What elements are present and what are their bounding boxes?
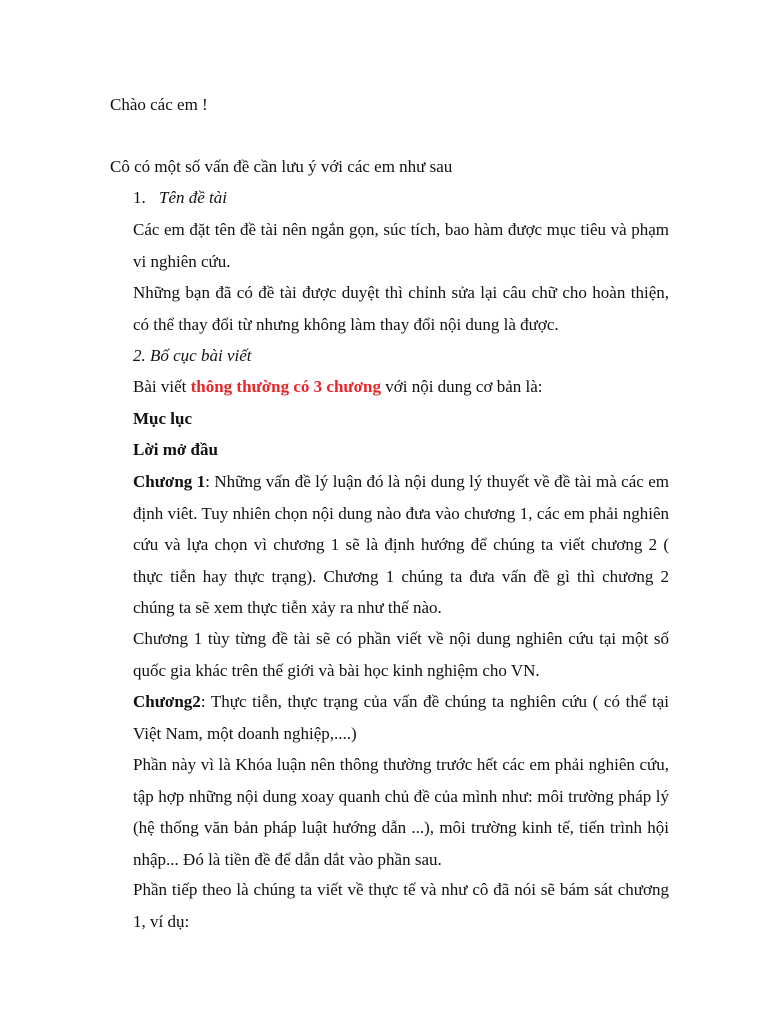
next-part-paragraph: Phần tiếp theo là chúng ta viết về thực tế và như cô đã nói sẽ bám sát chương 1, ví dụ: — [133, 880, 669, 931]
section1-paragraph-2: Những bạn đã có đề tài được duyệt thì chỉnh sửa lại câu chữ cho hoàn thiện, có thể thay đổi từ nhưng không làm thay đổi nội dung là được. — [133, 283, 669, 334]
chapter2-paragraph — [133, 686, 669, 749]
part-note-paragraph: Phần này vì là Khóa luận nên thông thường trước hết các em phải nghiên cứu, tập hợp những nội dung xoay quanh chủ đề của mình như: môi trường pháp lý (hệ thống văn bản pháp luật hướng dẫn ...), môi trường kinh tế, tiến trình hội nhập... Đó là tiền đề để dẫn dắt vào phần sau. — [133, 755, 669, 869]
chapter1-paragraph — [133, 466, 669, 624]
section2-intro — [133, 371, 669, 403]
greeting-line: Chào các em ! — [110, 95, 208, 114]
section2-intro-prefix: Bài viết — [133, 377, 191, 396]
chapter1-label: Chương 1 — [133, 472, 206, 491]
section1-paragraph-1: Các em đặt tên đề tài nên ngắn gọn, súc tích, bao hàm được mục tiêu và phạm vi nghiên cứu. — [133, 220, 669, 271]
section2-heading: 2. Bố cục bài viết — [133, 346, 252, 365]
section1-title: Tên đề tài — [159, 188, 227, 207]
chapter2-text: : Thực tiễn, thực trạng của vấn đề chúng ta nghiên cứu ( có thể tại Việt Nam, một doanh nghiệp,....) — [133, 692, 669, 743]
section1-number: 1. — [133, 188, 146, 207]
chapter1-note: Chương 1 tùy từng đề tài sẽ có phần viết về nội dung nghiên cứu tại một số quốc gia khác trên thế giới và bài học kinh nghiệm cho VN. — [133, 629, 669, 680]
section2-intro-suffix: với nội dung cơ bản là: — [380, 377, 543, 396]
section1-heading — [133, 188, 227, 208]
intro-line: Cô có một số vấn đề cần lưu ý với các em như sau — [110, 157, 453, 176]
toc-heading: Mục lục — [133, 409, 193, 428]
chapter1-text: : Những vấn đề lý luận đó là nội dung lý thuyết về đề tài mà các em định viêt. Tuy nhiên chọn nội dung nào đưa vào chương 1, các em phải nghiên cứu và lựa chọn vì chương 1 sẽ là định hướng để chúng ta viết chương 2 ( thực tiễn hay thực trạng). Chương 1 chúng ta đưa vấn đề gì thì chương 2 chúng ta sẽ xem thực tiễn xảy ra như thế nào. — [133, 472, 669, 617]
chapter2-label: Chương2 — [133, 692, 201, 711]
preface-heading: Lời mở đầu — [133, 440, 218, 459]
section2-intro-highlight: thông thường có 3 chương — [190, 377, 381, 396]
